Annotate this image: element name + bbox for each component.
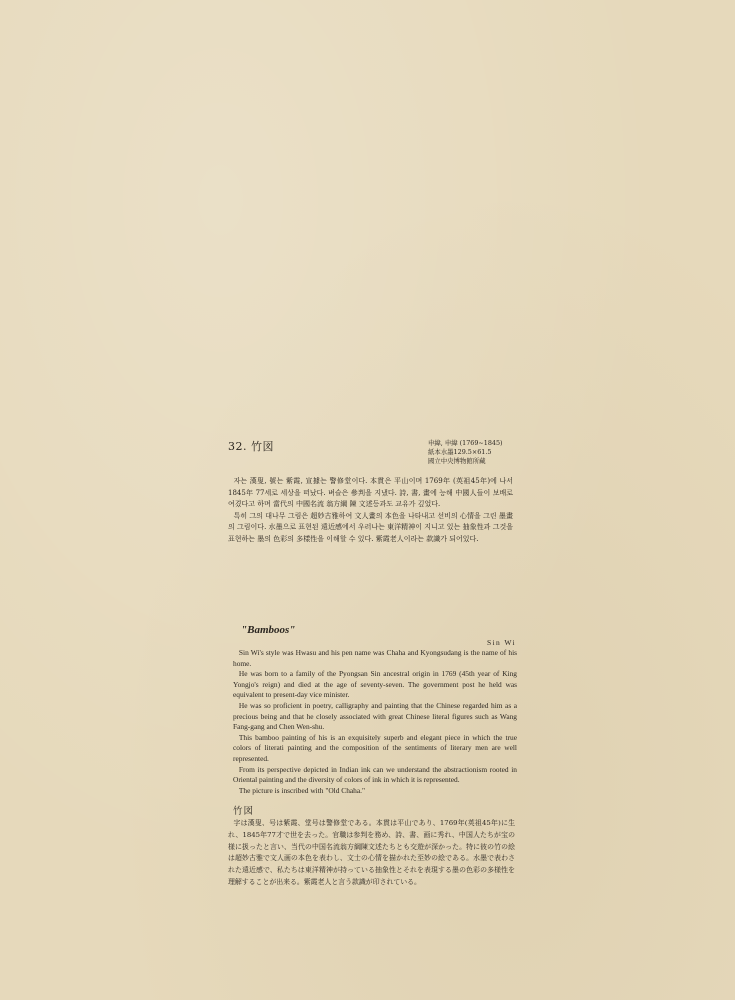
meta-artist: 申緯, 申緯 (1769~1845) [428, 439, 503, 447]
japanese-paragraph-1: 字は漢叟、号は紫霞、堂号は警修堂である。本貫は平山であり、1769年(英祖45年)に生れ、1845年77才で世を去った。官職は参判を務め、詩、書、画に秀れ、中国人たちが宝の様に扱ったと言い、当代の中国名流翁方綱陳文述たちとも交遊が深かった。特に彼の竹の絵は超妙古雅で文人画の本色を表わし、文士の心情を描かれた至妙の絵である。水墨で表わされた遠近感で、私たちは東洋精神が持っている抽象性とそれを表現する墨の色彩の多様性を理解することが出来る。紫霞老人と言う款識が印されている。 [228, 819, 515, 886]
meta-medium: 紙本水墨129.5×61.5 [428, 448, 492, 456]
english-paragraph-3: He was so proficient in poetry, calligraphy and painting that the Chinese regarded him as a precious being and that he closely associated with great Chinese literal figures such as Wang Fang-gang and Chen Wen-shu. [233, 700, 517, 732]
japanese-title: 竹図 [233, 806, 255, 817]
english-title: "Bamboos" [241, 624, 296, 636]
english-paragraph-4: This bamboo painting of his is an exquisitely superb and elegant piece in which the true colors of literati painting and the composition of the sentiments of literary men are well represented. [233, 732, 517, 763]
japanese-description [228, 818, 515, 889]
english-paragraph-6: The picture is inscribed with "Old Chaha." [238, 785, 366, 795]
korean-header [228, 438, 513, 474]
english-paragraph-5: From its perspective depicted in Indian ink can we understand the abstractionism rooted in Oriental painting and the diversity of colors of ink in which it is represented. [233, 764, 517, 785]
korean-description [228, 476, 513, 546]
meta-collection: 國立中央博物館所藏 [428, 457, 486, 465]
english-paragraph-2: He was born to a family of the Pyongsan Sin ancestral origin in 1769 (45th year of King Yongjo's reign) and died at the age of seventy-seven. The government post he held was equivalent to present-day vice minister. [233, 669, 517, 700]
english-description [233, 648, 517, 796]
korean-paragraph-1: 자는 漢叟, 號는 紫霞, 宣據는 警修堂이다. 本貫은 平山이며 1769年 (英祖45年)에 나서 1845年 77세로 세상을 떠났다. 벼슬은 參判을 지냈다. 詩, 書, 畫에 능해 中國人들이 보배로 여겼다고 하며 當代의 中國名流 翁方綱 陳 文述등과도 교유가 깊었다. [228, 477, 513, 509]
plate-title: 32. 竹図 [228, 440, 274, 453]
english-author: Sin Wi [486, 638, 516, 647]
korean-paragraph-2: 특히 그의 대나무 그림은 超妙古雅하여 文人畫의 本色을 나타내고 선비의 心情을 그린 墨畫의 그림이다. 水墨으로 표현된 遠近感에서 우러나는 東洋精神이 지니고 있는 抽象性과 그것을 표현하는 墨의 色彩의 多樣性을 이해할 수 있다. 紫霞老人이라는 款識가 되어있다. [228, 511, 513, 543]
english-paragraph-1: Sin Wi's style was Hwasu and his pen name was Chaha and Kyongsudang is the name of his home. [233, 648, 517, 668]
plate-meta [428, 439, 513, 466]
